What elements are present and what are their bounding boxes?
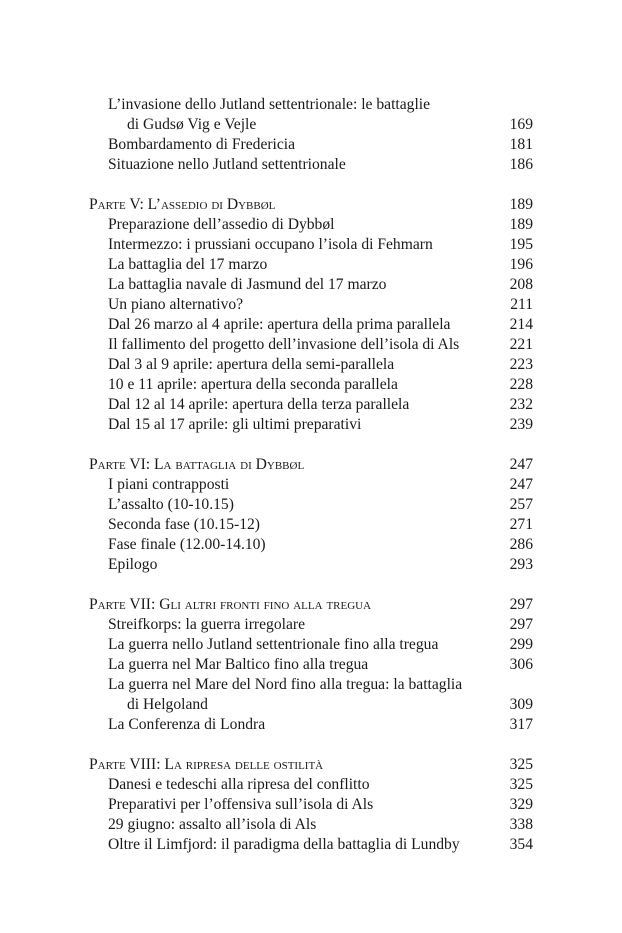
toc-part-heading bbox=[89, 595, 535, 615]
section-spacer bbox=[89, 175, 535, 195]
page-number: 317 bbox=[509, 716, 533, 733]
page-number: 325 bbox=[509, 776, 533, 793]
toc-entry bbox=[89, 295, 535, 315]
page-number: 338 bbox=[509, 816, 533, 833]
page-number: 232 bbox=[509, 396, 533, 413]
toc-part-heading bbox=[89, 455, 535, 475]
page-number: 257 bbox=[509, 496, 533, 513]
toc-entry bbox=[89, 215, 535, 235]
page-number: 211 bbox=[510, 296, 533, 313]
page-number: 271 bbox=[509, 516, 533, 533]
page-number: 196 bbox=[509, 256, 533, 273]
section-spacer bbox=[89, 435, 535, 455]
toc-entry bbox=[89, 775, 535, 795]
page-number: 354 bbox=[509, 836, 533, 853]
page-number: 247 bbox=[509, 476, 533, 493]
toc-entry bbox=[89, 415, 535, 435]
page-number: 186 bbox=[509, 156, 533, 173]
page-number: 309 bbox=[509, 696, 533, 713]
entry-title: Danesi e tedeschi alla ripresa del conflitto bbox=[108, 776, 370, 793]
section-spacer bbox=[89, 575, 535, 595]
entry-title: di Helgoland bbox=[127, 696, 208, 713]
section-spacer bbox=[89, 735, 535, 755]
entry-title: Situazione nello Jutland settentrionale bbox=[108, 156, 346, 173]
toc-entry bbox=[89, 475, 535, 495]
toc-entry bbox=[89, 815, 535, 835]
toc-entry bbox=[89, 335, 535, 355]
entry-title: I piani contrapposti bbox=[108, 476, 230, 493]
entry-title: L’assalto (10-10.15) bbox=[108, 496, 234, 513]
page-number: 195 bbox=[509, 236, 533, 253]
part-title: Parte VIII: La ripresa delle ostilità bbox=[89, 756, 324, 773]
part-title: Parte V: L’assedio di Dybbøl bbox=[89, 196, 276, 213]
part-title: Parte VII: Gli altri fronti fino alla tregua bbox=[89, 596, 372, 613]
entry-title: La guerra nello Jutland settentrionale fino alla tregua bbox=[108, 636, 439, 653]
entry-title: Il fallimento del progetto dell’invasione dell’isola di Als bbox=[108, 336, 460, 353]
entry-title: Fase finale (12.00-14.10) bbox=[108, 536, 266, 553]
entry-title: La guerra nel Mare del Nord fino alla tregua: la battaglia bbox=[108, 676, 463, 693]
page-number: 306 bbox=[509, 656, 533, 673]
page-number: 297 bbox=[509, 616, 533, 633]
page-number: 228 bbox=[509, 376, 533, 393]
toc-entry bbox=[89, 795, 535, 815]
toc-entry bbox=[89, 535, 535, 555]
page-number: 223 bbox=[509, 356, 533, 373]
entry-title: Bombardamento di Fredericia bbox=[108, 136, 296, 153]
toc-entry bbox=[89, 115, 535, 135]
page-number: 297 bbox=[509, 596, 533, 613]
entry-title: Oltre il Limfjord: il paradigma della battaglia di Lundby bbox=[108, 836, 460, 853]
entry-title: 10 e 11 aprile: apertura della seconda parallela bbox=[108, 376, 398, 393]
entry-title: Dal 26 marzo al 4 aprile: apertura della prima parallela bbox=[108, 316, 451, 333]
entry-title: Streifkorps: la guerra irregolare bbox=[108, 616, 306, 633]
page-number: 221 bbox=[509, 336, 533, 353]
entry-title: Preparativi per l’offensiva sull’isola di Als bbox=[108, 796, 374, 813]
page-number: 239 bbox=[509, 416, 533, 433]
toc-entry bbox=[89, 495, 535, 515]
entry-title: 29 giugno: assalto all’isola di Als bbox=[108, 816, 317, 833]
toc-entry bbox=[89, 675, 535, 695]
toc-entry bbox=[89, 355, 535, 375]
page-number: 189 bbox=[509, 216, 533, 233]
toc-entry bbox=[89, 95, 535, 115]
toc-entry bbox=[89, 235, 535, 255]
page-number: 181 bbox=[509, 136, 533, 153]
toc-entry bbox=[89, 155, 535, 175]
entry-title: Dal 15 al 17 aprile: gli ultimi preparativi bbox=[108, 416, 362, 433]
toc-entry bbox=[89, 515, 535, 535]
entry-title: La battaglia del 17 marzo bbox=[108, 256, 268, 273]
toc-part-heading bbox=[89, 195, 535, 215]
entry-title: Dal 12 al 14 aprile: apertura della terza parallela bbox=[108, 396, 410, 413]
toc-entry bbox=[89, 315, 535, 335]
page-number: 325 bbox=[509, 756, 533, 773]
entry-title: La guerra nel Mar Baltico fino alla tregua bbox=[108, 656, 369, 673]
entry-title: La battaglia navale di Jasmund del 17 marzo bbox=[108, 276, 387, 293]
page-number: 247 bbox=[509, 456, 533, 473]
entry-title: Intermezzo: i prussiani occupano l’isola di Fehmarn bbox=[108, 236, 433, 253]
toc-entry bbox=[89, 255, 535, 275]
toc-entry bbox=[89, 655, 535, 675]
toc-entry bbox=[89, 395, 535, 415]
entry-title: Epilogo bbox=[108, 556, 158, 573]
page-number: 329 bbox=[509, 796, 533, 813]
toc-entry bbox=[89, 375, 535, 395]
page-number: 208 bbox=[509, 276, 533, 293]
toc-entry bbox=[89, 275, 535, 295]
toc-entry bbox=[89, 135, 535, 155]
toc-entry bbox=[89, 615, 535, 635]
entry-title: di Gudsø Vig e Vejle bbox=[127, 116, 257, 133]
toc-part-heading bbox=[89, 755, 535, 775]
entry-title: La Conferenza di Londra bbox=[108, 716, 266, 733]
entry-title: Un piano alternativo? bbox=[108, 296, 244, 313]
entry-title: Seconda fase (10.15-12) bbox=[108, 516, 260, 533]
toc-entry bbox=[89, 635, 535, 655]
page-number: 286 bbox=[509, 536, 533, 553]
toc-entry bbox=[89, 555, 535, 575]
toc-entry bbox=[89, 695, 535, 715]
page-number: 299 bbox=[509, 636, 533, 653]
table-of-contents bbox=[89, 95, 535, 855]
entry-title: Preparazione dell’assedio di Dybbøl bbox=[108, 216, 335, 233]
part-title: Parte VI: La battaglia di Dybbøl bbox=[89, 456, 305, 473]
toc-entry bbox=[89, 715, 535, 735]
page-number: 169 bbox=[509, 116, 533, 133]
page-number: 189 bbox=[509, 196, 533, 213]
page-number: 293 bbox=[509, 556, 533, 573]
page-number: 214 bbox=[509, 316, 533, 333]
entry-title: Dal 3 al 9 aprile: apertura della semi-parallela bbox=[108, 356, 395, 373]
toc-entry bbox=[89, 835, 535, 855]
entry-title: L’invasione dello Jutland settentrionale: le battaglie bbox=[108, 96, 431, 113]
